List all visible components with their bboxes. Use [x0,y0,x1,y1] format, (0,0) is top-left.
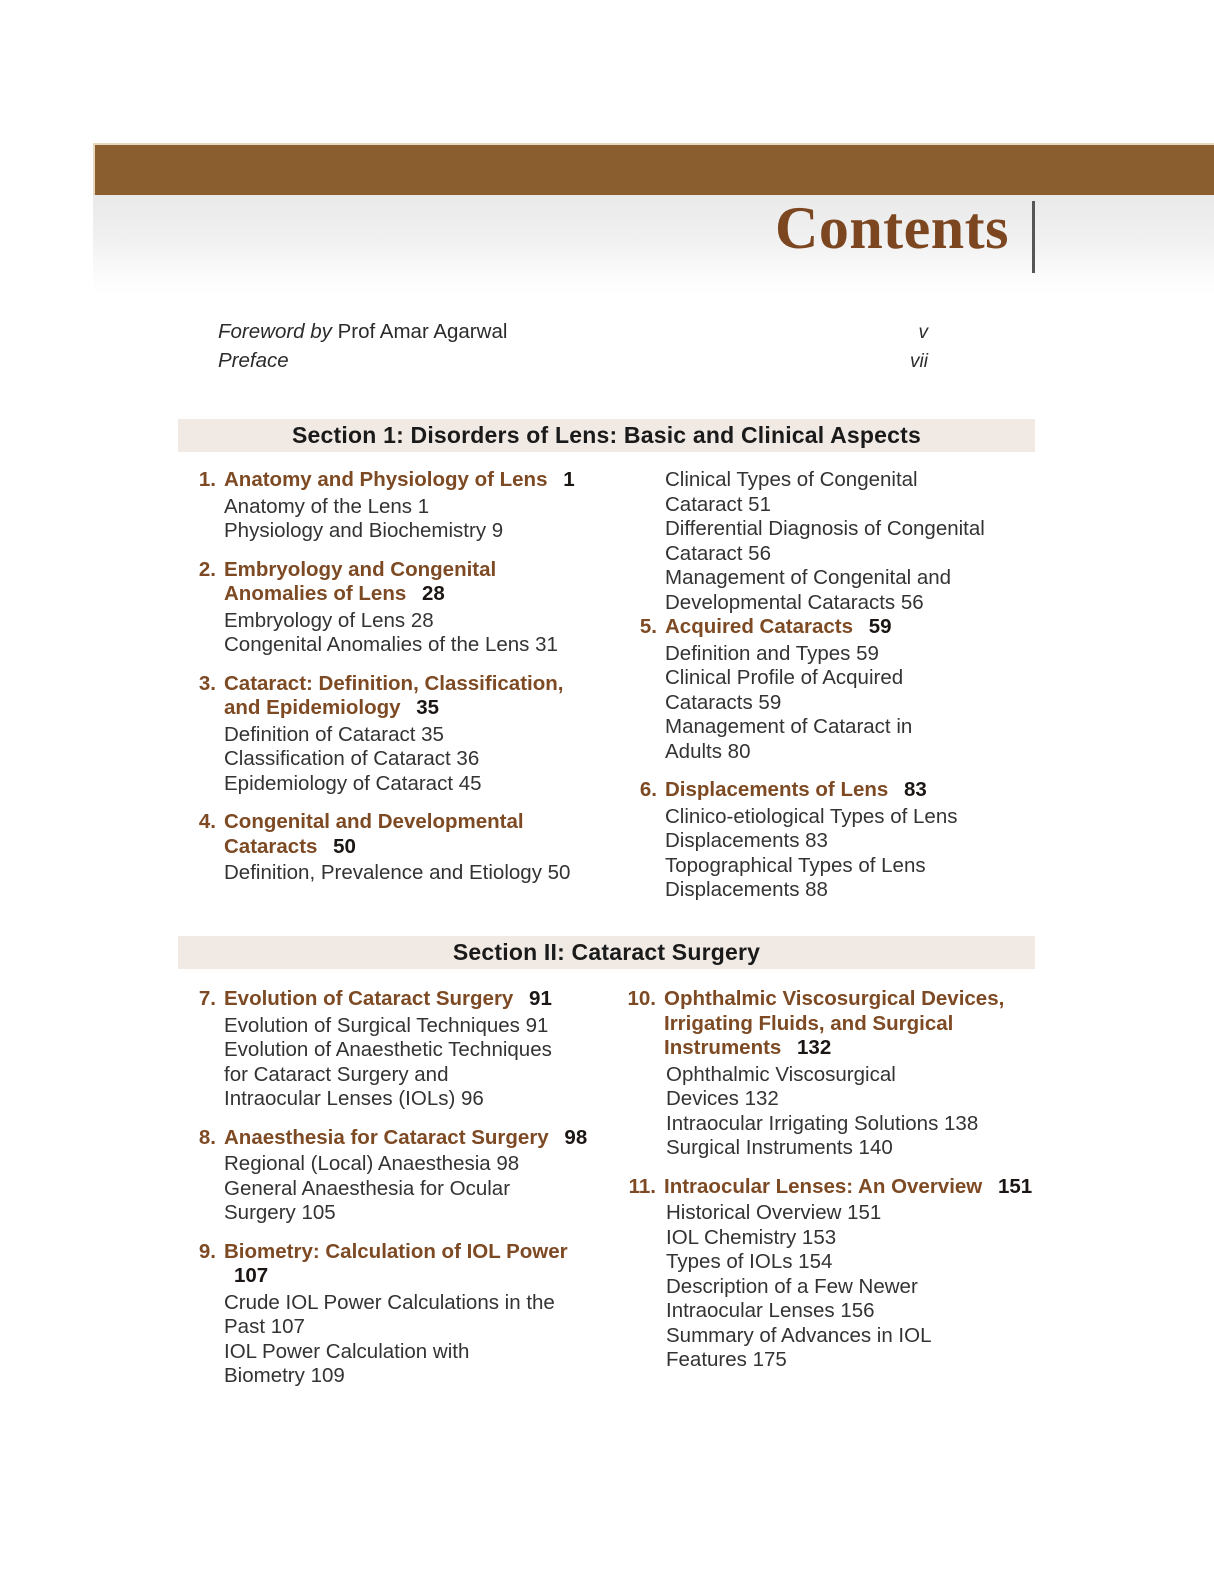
toc-subentry[interactable]: Cataract 51 [665,492,771,516]
toc-continued-subentries [633,468,1043,615]
toc-subentry[interactable]: Adults 80 [665,739,751,763]
toc-chapter-heading[interactable] [192,468,602,493]
toc-subentry-list [633,805,1043,903]
toc-subentry-list [192,1152,602,1226]
toc-subentry[interactable]: Clinical Profile of Acquired [665,666,904,689]
toc-subentry[interactable]: Summary of Advances in IOL [666,1323,932,1347]
toc-subentry[interactable]: Regional (Local) Anaesthesia 98 [224,1152,520,1175]
toc-subentry[interactable]: Definition and Types 59 [665,641,879,665]
toc-subentry[interactable]: General Anaesthesia for Ocular [224,1176,511,1200]
toc-chapter-number: 10. [627,987,656,1010]
toc-subentry-list [192,495,602,544]
toc-subentry[interactable]: Epidemiology of Cataract 45 [224,771,482,795]
toc-subentry[interactable]: IOL Power Calculation with [224,1339,470,1363]
toc-subentry[interactable]: Ophthalmic Viscosurgical [666,1062,896,1086]
frontmatter-label-italic: Foreword by [218,320,332,343]
frontmatter-label [218,347,289,375]
toc-subentry-list [633,642,1043,765]
toc-chapter[interactable] [192,810,602,886]
toc-subentry[interactable]: Displacements 88 [665,878,828,901]
toc-chapter-title[interactable]: Cataract: Definition, Classification, and Epidemiology 35 [224,671,564,719]
toc-subentry[interactable]: Clinical Types of Congenital [665,468,918,491]
toc-subentry[interactable]: Definition of Cataract 35 [224,722,444,746]
toc-chapter-title[interactable]: Acquired Cataracts 59 [665,615,892,638]
toc-subentry[interactable]: Crude IOL Power Calculations in the [224,1290,555,1314]
toc-chapter-number: 5. [639,615,657,638]
toc-chapter-page: 132 [797,1036,832,1059]
toc-subentry[interactable]: Intraocular Lenses 156 [666,1299,875,1322]
toc-chapter-page: 35 [416,696,440,719]
toc-subentry[interactable]: Definition, Prevalence and Etiology 50 [224,861,571,884]
toc-chapter[interactable] [192,987,602,1112]
section-header-2: Section II: Cataract Surgery [178,936,1035,969]
toc-chapter-heading[interactable] [192,558,602,607]
toc-subentry-list [192,723,602,797]
toc-subentry[interactable]: Differential Diagnosis of Congenital [665,517,985,540]
toc-subentry[interactable]: Classification of Cataract 36 [224,747,480,770]
toc-chapter[interactable] [633,615,1043,764]
section-2-left-column [192,987,602,1391]
toc-chapter-page: 1 [563,468,575,491]
toc-subentry[interactable]: Evolution of Anaesthetic Techniques [224,1038,552,1061]
toc-chapter-title[interactable]: Anatomy and Physiology of Lens 1 [224,468,575,491]
toc-chapter-page: 83 [904,778,927,801]
toc-subentry[interactable]: Historical Overview 151 [666,1201,882,1224]
toc-subentry-list [192,1014,602,1112]
toc-chapter[interactable] [192,672,602,797]
section-1-right-column [633,468,1043,905]
toc-chapter-heading[interactable] [192,1240,602,1289]
toc-subentry-list [192,861,602,886]
toc-subentry[interactable]: Management of Congenital and [665,566,952,589]
toc-chapter[interactable] [622,1175,1042,1373]
header-brown-bar [93,143,1214,195]
toc-chapter-page: 151 [997,1174,1033,1198]
toc-chapter-title[interactable]: Embryology and Congenital Anomalies of Lens 28 [224,557,497,605]
toc-chapter-title[interactable]: Evolution of Cataract Surgery 91 [224,987,552,1010]
section-header-1: Section 1: Disorders of Lens: Basic and Clinical Aspects [178,419,1035,452]
toc-chapter-page: 91 [529,987,552,1010]
toc-chapter-number: 1. [198,468,216,491]
section-2-right-column [622,987,1042,1375]
toc-subentry[interactable]: Description of a Few Newer [666,1274,918,1298]
toc-subentry[interactable]: Topographical Types of Lens [665,853,926,877]
toc-subentry[interactable]: for Cataract Surgery and [224,1062,449,1086]
toc-chapter-heading[interactable] [192,810,602,859]
toc-subentry[interactable]: Physiology and Biochemistry 9 [224,519,504,542]
toc-chapter-title[interactable]: Intraocular Lenses: An Overview 151 [664,1174,1033,1198]
toc-chapter-title[interactable]: Biometry: Calculation of IOL Power 107 [224,1239,568,1287]
toc-chapter-number: 8. [198,1125,216,1149]
toc-subentry[interactable]: Intraocular Lenses (IOLs) 96 [224,1087,484,1110]
toc-chapter-heading[interactable] [622,1175,1042,1200]
toc-subentry[interactable]: Cataract 56 [665,541,771,565]
toc-subentry[interactable]: Developmental Cataracts 56 [665,590,924,614]
frontmatter-row-foreword [218,318,928,347]
toc-chapter-heading[interactable] [622,987,1042,1061]
toc-subentry[interactable]: Devices 132 [666,1087,779,1110]
toc-chapter-heading[interactable] [192,1126,602,1151]
toc-chapter-number: 6. [639,778,657,801]
toc-chapter-heading[interactable] [633,615,1043,640]
toc-subentry[interactable]: Types of IOLs 154 [666,1250,833,1273]
toc-chapter-page: 59 [868,615,892,638]
section-1-left-column [192,468,602,888]
toc-chapter[interactable] [192,1240,602,1389]
toc-subentry[interactable]: Displacements 83 [665,829,828,852]
toc-subentry[interactable]: Clinico-etiological Types of Lens [665,804,958,828]
toc-subentry[interactable]: Cataracts 59 [665,690,782,714]
frontmatter-row-preface [218,347,928,376]
toc-subentry[interactable]: Embryology of Lens 28 [224,608,434,632]
toc-subentry[interactable]: Evolution of Surgical Techniques 91 [224,1013,549,1037]
toc-subentry-list [192,1291,602,1389]
toc-subentry[interactable]: Past 107 [224,1315,305,1338]
toc-subentry[interactable]: Intraocular Irrigating Solutions 138 [666,1111,979,1135]
page-title: Contents [774,195,1009,261]
toc-chapter-heading[interactable] [633,778,1043,803]
toc-chapter-number: 4. [198,810,216,833]
toc-chapter-number: 11. [628,1174,656,1198]
frontmatter-page: vii [910,351,928,372]
frontmatter-label-rest: Prof Amar Agarwal [331,320,508,343]
toc-subentry-list [192,609,602,658]
toc-chapter-page: 28 [421,582,445,605]
toc-subentry[interactable]: Anatomy of the Lens 1 [224,494,430,518]
title-vertical-rule [1032,201,1035,273]
toc-chapter[interactable] [192,468,602,544]
toc-subentry[interactable]: IOL Chemistry 153 [666,1225,837,1249]
toc-chapter-title[interactable]: Displacements of Lens 83 [665,778,927,801]
header-gradient-band [93,195,1214,295]
frontmatter-label [218,318,507,346]
toc-subentry[interactable]: Congenital Anomalies of the Lens 31 [224,633,558,656]
toc-chapter-number: 2. [198,557,216,581]
toc-subentry[interactable]: Management of Cataract in [665,715,913,738]
toc-chapter-title[interactable]: Congenital and Developmental Cataracts 50 [224,810,524,858]
frontmatter-page: v [918,322,928,343]
toc-subentry[interactable]: Features 175 [666,1348,787,1371]
toc-chapter[interactable] [633,778,1043,903]
toc-chapter[interactable] [622,987,1042,1161]
frontmatter-list [218,318,928,376]
toc-chapter-heading[interactable] [192,987,602,1012]
toc-chapter-page: 98 [564,1125,588,1149]
toc-chapter-heading[interactable] [192,672,602,721]
toc-subentry[interactable]: Biometry 109 [224,1364,345,1387]
toc-chapter-number: 3. [198,671,216,695]
toc-subentry[interactable]: Surgery 105 [224,1201,336,1224]
toc-chapter-number: 9. [198,1239,216,1263]
toc-chapter-title[interactable]: Ophthalmic Viscosurgical Devices, Irrigating Fluids, and Surgical Instruments 132 [664,987,1005,1059]
toc-chapter-number: 7. [198,987,216,1010]
toc-chapter-title[interactable]: Anaesthesia for Cataract Surgery 98 [224,1125,588,1149]
toc-chapter-page: 107 [234,1264,269,1287]
frontmatter-label-italic: Preface [218,349,289,372]
toc-chapter[interactable] [192,558,602,658]
toc-chapter-page: 50 [333,834,356,858]
toc-chapter[interactable] [192,1126,602,1226]
toc-subentry[interactable]: Surgical Instruments 140 [666,1136,893,1159]
toc-subentry-list [622,1063,1042,1161]
toc-subentry-list [622,1201,1042,1373]
